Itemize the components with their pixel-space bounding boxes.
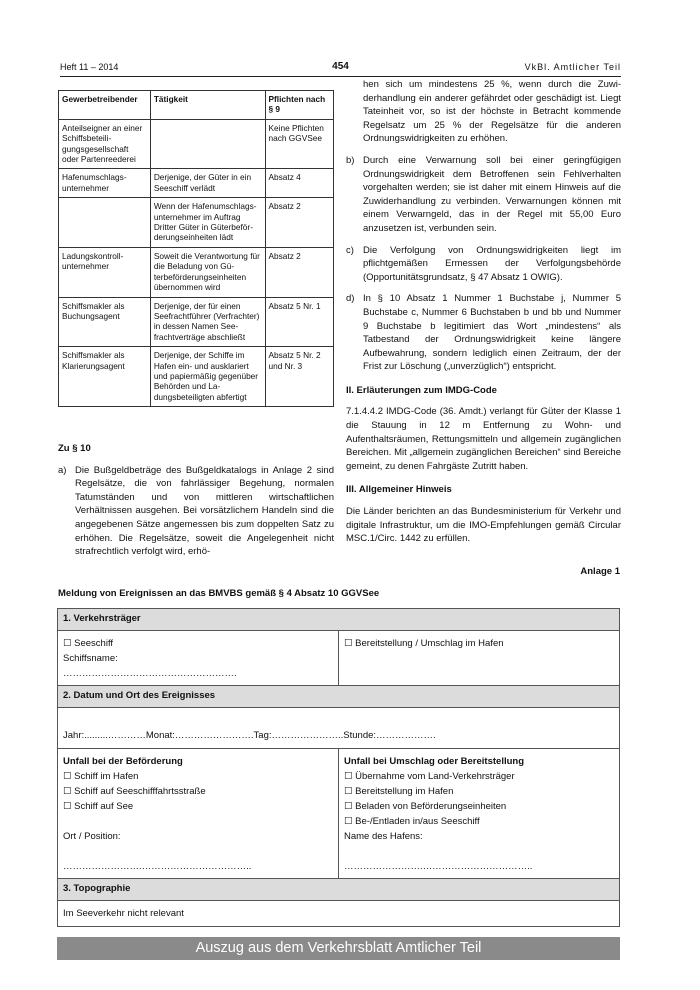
issue-label: Heft 11 – 2014 (60, 62, 119, 72)
position-field[interactable]: …………………….…………………………….. (63, 861, 252, 872)
form-cell (338, 749, 619, 878)
list-item-d (346, 292, 621, 374)
table-cell: Schiffsmakler als Buchungsagent (59, 297, 151, 347)
checkbox-item[interactable]: ☐ Übernahme vom Land-Verkehrsträger (344, 771, 515, 782)
field-heading: Unfall bei der Beförderung (63, 756, 183, 767)
list-item-c (346, 244, 621, 285)
table-cell: Absatz 4 (265, 169, 334, 198)
table-cell: Absatz 5 Nr. 1 (265, 297, 334, 347)
form-cell (58, 749, 338, 878)
page-header (60, 61, 621, 77)
form-title: Meldung von Ereignissen an das BMVBS gemäß § 4 Absatz 10 GGVSee (58, 588, 380, 599)
table-cell: Absatz 5 Nr. 2 und Nr. 3 (265, 347, 334, 407)
form-section-heading: 3. Topographie (58, 879, 619, 901)
list-label: d) (346, 293, 355, 305)
list-text: Die Verfolgung von Ordnungswidrigkeiten liegt im pflichtgemäßen Ermessen der Verfolgungsbehörde (Opportunitätsgrundsatz, § 47 Absatz 1 OWIG). (363, 244, 621, 283)
table-cell: Hafenumschlagsunternehmer (59, 169, 151, 198)
table-header-row (59, 91, 334, 120)
table-row (59, 247, 334, 297)
checkbox-item[interactable]: ☐ Schiff auf Seeschifffahrtsstraße (63, 786, 206, 797)
form-section-heading: 1. Verkehrsträger (58, 609, 619, 631)
table-cell: Soweit die Verantwortung für die Beladung von Güterbeförderungseinheiten übernommen wird (150, 247, 265, 297)
date-time-field[interactable]: Jahr:.........…………Monat:…………………….Tag:…………………..Stunde:………………. (58, 708, 619, 749)
table-cell (59, 198, 151, 248)
table-row (59, 297, 334, 347)
checkbox-seeschiff[interactable]: ☐ Seeschiff (63, 638, 114, 649)
footer-banner: Auszug aus dem Verkehrsblatt Amtlicher Teil (57, 937, 620, 960)
page-number: 454 (332, 61, 349, 72)
checkbox-item[interactable]: ☐ Be-/Entladen in/aus Seeschiff (344, 816, 480, 827)
paragraph-imdg: 7.1.4.4.2 IMDG-Code (36. Amdt.) verlangt für Güter der Klasse 1 die Stauung in 12 m Entfernung zu Wohn- und Aufenthaltsräumen, Rettungsmitteln und allgemein zugänglichen Bereichen. Mit „allgemein zugänglichen Bereichen“ sind Bereiche gemeint, zu denen Fahrgäste Zutritt haben. (346, 406, 621, 472)
table-row (59, 169, 334, 198)
form-cell (58, 631, 338, 685)
form-row-carrier (58, 631, 619, 686)
left-column-text (58, 442, 334, 559)
section-heading-imdg: II. Erläuterungen zum IMDG-Code (346, 384, 497, 396)
table-row (59, 198, 334, 248)
table-cell: Ladungskontrollunternehmer (59, 247, 151, 297)
table-cell: Derjenige, der Schiffe im Hafen ein- und ausklariert und papiermäßig gegenüber Behörden und Ladungsbeteiligten abfertigt (150, 347, 265, 407)
checkbox-item[interactable]: ☐ Schiff auf See (63, 801, 134, 812)
right-column-text (346, 78, 621, 546)
topography-text: Im Seeverkehr nicht relevant (63, 908, 184, 919)
list-label: c) (346, 244, 354, 256)
table-header-cell: Pflichten nach § 9 (265, 91, 334, 120)
table-cell: Absatz 2 (265, 198, 334, 248)
list-text: In § 10 Absatz 1 Nummer 1 Buchstabe j, Nummer 5 Buchstabe c, Nummer 6 Buchstaben b und bb und Nummer 9 Buchstabe b legitimiert das Wort „mindestens“ als Tatbestand der Ordnungswidrigkeit keine längere Aufbewahrung, sondern lediglich einen Zeitraum, der der Frist zur Löschung („unverzüglich“) entspricht. (363, 293, 621, 373)
list-item-a-continued (346, 78, 621, 146)
table-cell: Derjenige, der für einen Seefrachtführer (Verfrachter) in dessen Namen Seefrachtverträge abschließt (150, 297, 265, 347)
table-cell: Derjenige, der Güter in ein Seeschiff verlädt (150, 169, 265, 198)
section-heading-hinweis: III. Allgemeiner Hinweis (346, 484, 452, 496)
table-header-cell: Gewerbetreibender (59, 91, 151, 120)
annex-label: Anlage 1 (580, 566, 620, 577)
table-header-cell: Tätigkeit (150, 91, 265, 120)
checkbox-bereitstellung[interactable]: ☐ Bereitstellung / Umschlag im Hafen (344, 638, 504, 649)
list-label: a) (58, 464, 67, 476)
list-item-b (346, 154, 621, 236)
checkbox-item[interactable]: ☐ Beladen von Beförderungseinheiten (344, 801, 507, 812)
publication-name: VkBl. Amtlicher Teil (524, 62, 621, 72)
checkbox-item[interactable]: ☐ Schiff im Hafen (63, 771, 139, 782)
incident-report-form (57, 608, 620, 927)
field-label: Ort / Position: (63, 831, 121, 842)
table-row (59, 119, 334, 169)
field-label: Name des Hafens: (344, 831, 423, 842)
checkbox-item[interactable]: ☐ Bereitstellung im Hafen (344, 786, 454, 797)
harbour-name-field[interactable]: …………………….…………………………….. (344, 861, 533, 872)
table-cell: Keine Pflichten nach GGVSee (265, 119, 334, 169)
form-section-heading: 2. Datum und Ort des Ereignisses (58, 686, 619, 708)
paragraph-hinweis: Die Länder berichten an das Bundesministerium für Verkehr und digitale Infrastruktur, um die IMO-Empfehlungen gemäß Circular MSC.1/Circ. 1442 zu erfüllen. (346, 506, 621, 545)
list-text: Die Bußgeldbeträge des Bußgeldkatalogs in Anlage 2 sind Regelsätze, die von fahrlässiger Begehung, normalen Tatumständen und von mittleren wirtschaftlichen Verhältnissen ausgehen. Bei vorsätzlichem Handeln sind die angegebenen Sätze angemessen bis zum doppelten Satz zu erhöhen. Die Regelsätze, soweit die Angelegenheit nicht strafrechtlich verfolgt wird, erhö- (75, 464, 334, 558)
table-cell: Wenn der Hafenumschlagsunternehmer im Auftrag Dritter Güter in Güterbeförderungseinheiten lädt (150, 198, 265, 248)
table-row (59, 347, 334, 407)
section-heading-zu-10: Zu § 10 (58, 443, 91, 454)
field-label: Schiffsname: (63, 653, 118, 664)
list-text: hen sich um mindestens 25 %, wenn durch die Zuwiderhandlung ein anderer gefährdet oder geschädigt ist. Liegt Tateinheit vor, so ist der höchste in Betracht kommende Regelsatz um 25 % der Regelsätze für die anderen Ordnungswidrigkeiten zu erhöhen. (363, 79, 621, 145)
ship-name-field[interactable]: ………………………………………………. (63, 668, 237, 679)
table-cell: Schiffsmakler als Klarierungsagent (59, 347, 151, 407)
form-row-incident (58, 749, 619, 879)
table-cell: Absatz 2 (265, 247, 334, 297)
form-cell (338, 631, 619, 685)
field-heading: Unfall bei Umschlag oder Bereitstellung (344, 756, 525, 767)
table-cell: Anteilseigner an einer Schiffsbeteiligungsgesellschaft oder Partenreederei (59, 119, 151, 169)
list-label: b) (346, 154, 355, 166)
list-item-a (58, 464, 334, 559)
list-text: Durch eine Verwarnung soll bei einer geringfügigen Ordnungswidrigkeit dem Betroffenen sein Fehlverhalten vorgehalten werden; sie ist daher mit einem Hinweis auf die Zuwiderhandlung zu verbinden. Verwarnungen können mit einem Verwarngeld, das in der Regel mit 55,00 Euro anzusetzen ist, verbunden sein. (363, 154, 621, 234)
table-cell (150, 119, 265, 169)
obligations-table (58, 90, 334, 407)
